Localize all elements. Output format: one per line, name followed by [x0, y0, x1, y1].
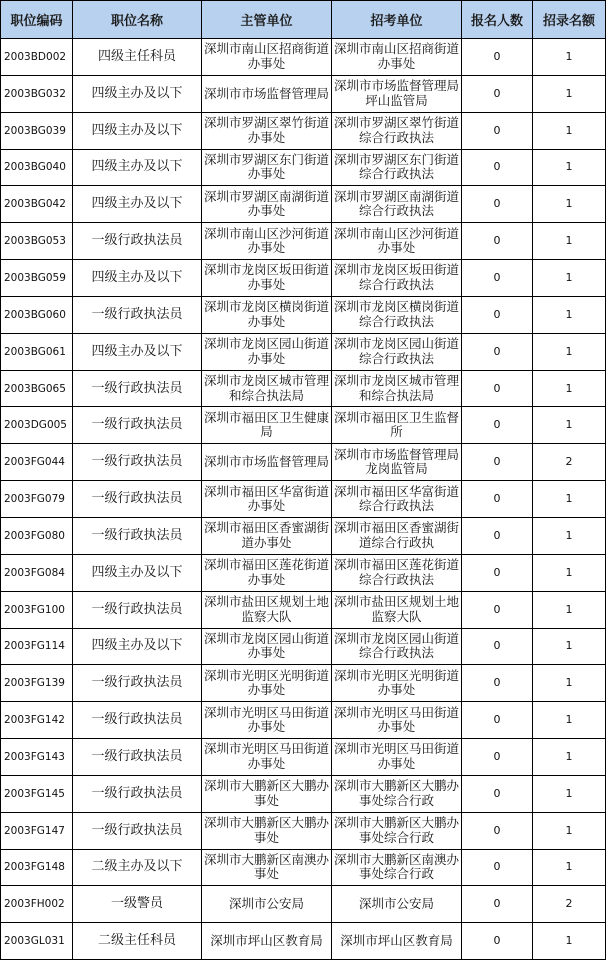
cell-quota: 1 [533, 39, 606, 76]
cell-title: 一级行政执法员 [73, 739, 202, 776]
cell-supervisor: 深圳市大鹏新区大鹏办事处 [202, 775, 332, 812]
cell-supervisor: 深圳市龙岗区城市管理和综合执法局 [202, 370, 332, 407]
cell-applicants: 0 [462, 739, 533, 776]
cell-applicants: 0 [462, 812, 533, 849]
cell-title: 四级主办及以下 [73, 333, 202, 370]
cell-title: 一级行政执法员 [73, 591, 202, 628]
cell-applicants: 0 [462, 591, 533, 628]
cell-supervisor: 深圳市罗湖区东门街道办事处 [202, 149, 332, 186]
cell-supervisor: 深圳市龙岗区坂田街道办事处 [202, 260, 332, 297]
table-row [1, 481, 606, 518]
cell-quota: 1 [533, 554, 606, 591]
cell-supervisor: 深圳市南山区招商街道办事处 [202, 39, 332, 76]
cell-code: 2003BD002 [1, 39, 73, 76]
cell-title: 一级行政执法员 [73, 665, 202, 702]
cell-code: 2003FG139 [1, 665, 73, 702]
table-row [1, 407, 606, 444]
table-row [1, 812, 606, 849]
cell-quota: 1 [533, 296, 606, 333]
cell-supervisor: 深圳市坪山区教育局 [202, 923, 332, 960]
cell-recruiter: 深圳市龙岗区园山街道综合行政执法 [332, 628, 462, 665]
cell-title: 一级行政执法员 [73, 296, 202, 333]
cell-supervisor: 深圳市市场监督管理局 [202, 444, 332, 481]
cell-recruiter: 深圳市福田区香蜜湖街道综合行政执 [332, 517, 462, 554]
cell-title: 一级行政执法员 [73, 223, 202, 260]
cell-supervisor: 深圳市龙岗区园山街道办事处 [202, 333, 332, 370]
cell-recruiter: 深圳市福田区卫生监督所 [332, 407, 462, 444]
table-row [1, 775, 606, 812]
cell-code: 2003FG145 [1, 775, 73, 812]
cell-applicants: 0 [462, 517, 533, 554]
cell-applicants: 0 [462, 481, 533, 518]
cell-title: 一级行政执法员 [73, 812, 202, 849]
cell-applicants: 0 [462, 444, 533, 481]
cell-code: 2003FH002 [1, 886, 73, 923]
table-row [1, 444, 606, 481]
cell-supervisor: 深圳市光明区光明街道办事处 [202, 665, 332, 702]
cell-quota: 1 [533, 407, 606, 444]
cell-code: 2003FG080 [1, 517, 73, 554]
table-row [1, 665, 606, 702]
col-header-quota: 招录名额 [533, 1, 606, 39]
cell-recruiter: 深圳市龙岗区坂田街道综合行政执法 [332, 260, 462, 297]
cell-code: 2003BG053 [1, 223, 73, 260]
table-row [1, 370, 606, 407]
cell-code: 2003BG039 [1, 112, 73, 149]
cell-applicants: 0 [462, 628, 533, 665]
cell-code: 2003BG042 [1, 186, 73, 223]
cell-code: 2003FG114 [1, 628, 73, 665]
cell-applicants: 0 [462, 223, 533, 260]
cell-recruiter: 深圳市市场监督管理局龙岗监管局 [332, 444, 462, 481]
cell-quota: 1 [533, 186, 606, 223]
table-row [1, 333, 606, 370]
cell-recruiter: 深圳市龙岗区城市管理和综合执法局 [332, 370, 462, 407]
cell-code: 2003DG005 [1, 407, 73, 444]
cell-applicants: 0 [462, 886, 533, 923]
cell-quota: 1 [533, 665, 606, 702]
cell-applicants: 0 [462, 702, 533, 739]
cell-applicants: 0 [462, 149, 533, 186]
cell-quota: 2 [533, 886, 606, 923]
cell-quota: 1 [533, 333, 606, 370]
table-row [1, 739, 606, 776]
cell-quota: 1 [533, 112, 606, 149]
table-body [1, 39, 606, 960]
cell-code: 2003FG100 [1, 591, 73, 628]
cell-title: 四级主任科员 [73, 39, 202, 76]
cell-recruiter: 深圳市市场监督管理局坪山监管局 [332, 75, 462, 112]
cell-supervisor: 深圳市龙岗区横岗街道办事处 [202, 296, 332, 333]
table-row [1, 702, 606, 739]
cell-title: 一级警员 [73, 886, 202, 923]
cell-quota: 1 [533, 775, 606, 812]
table-row [1, 39, 606, 76]
table-row [1, 223, 606, 260]
cell-title: 四级主办及以下 [73, 112, 202, 149]
cell-applicants: 0 [462, 554, 533, 591]
cell-applicants: 0 [462, 75, 533, 112]
col-header-supervisor: 主管单位 [202, 1, 332, 39]
cell-quota: 1 [533, 370, 606, 407]
cell-code: 2003GL031 [1, 923, 73, 960]
cell-recruiter: 深圳市南山区招商街道办事处 [332, 39, 462, 76]
cell-supervisor: 深圳市罗湖区南湖街道办事处 [202, 186, 332, 223]
cell-title: 一级行政执法员 [73, 370, 202, 407]
cell-code: 2003FG143 [1, 739, 73, 776]
cell-title: 二级主办及以下 [73, 849, 202, 886]
cell-applicants: 0 [462, 775, 533, 812]
cell-recruiter: 深圳市光明区马田街道办事处 [332, 739, 462, 776]
cell-applicants: 0 [462, 39, 533, 76]
cell-code: 2003BG065 [1, 370, 73, 407]
header-row [1, 1, 606, 39]
cell-supervisor: 深圳市福田区莲花街道办事处 [202, 554, 332, 591]
cell-quota: 1 [533, 702, 606, 739]
table-row [1, 849, 606, 886]
cell-applicants: 0 [462, 849, 533, 886]
cell-applicants: 0 [462, 333, 533, 370]
table-row [1, 260, 606, 297]
cell-title: 四级主办及以下 [73, 260, 202, 297]
cell-quota: 1 [533, 849, 606, 886]
cell-supervisor: 深圳市公安局 [202, 886, 332, 923]
cell-quota: 1 [533, 812, 606, 849]
table-row [1, 628, 606, 665]
table-row [1, 186, 606, 223]
cell-applicants: 0 [462, 296, 533, 333]
table-row [1, 517, 606, 554]
cell-title: 一级行政执法员 [73, 444, 202, 481]
table-row [1, 886, 606, 923]
cell-title: 四级主办及以下 [73, 554, 202, 591]
col-header-code: 职位编码 [1, 1, 73, 39]
cell-supervisor: 深圳市龙岗区园山街道办事处 [202, 628, 332, 665]
cell-recruiter: 深圳市龙岗区横岗街道综合行政执法 [332, 296, 462, 333]
col-header-applicants: 报名人数 [462, 1, 533, 39]
cell-title: 四级主办及以下 [73, 628, 202, 665]
cell-applicants: 0 [462, 112, 533, 149]
table-row [1, 75, 606, 112]
cell-title: 一级行政执法员 [73, 702, 202, 739]
cell-applicants: 0 [462, 665, 533, 702]
cell-code: 2003BG061 [1, 333, 73, 370]
cell-quota: 2 [533, 444, 606, 481]
cell-recruiter: 深圳市罗湖区南湖街道综合行政执法 [332, 186, 462, 223]
cell-code: 2003BG040 [1, 149, 73, 186]
cell-applicants: 0 [462, 260, 533, 297]
cell-title: 一级行政执法员 [73, 481, 202, 518]
cell-recruiter: 深圳市光明区光明街道办事处 [332, 665, 462, 702]
cell-code: 2003BG032 [1, 75, 73, 112]
cell-supervisor: 深圳市罗湖区翠竹街道办事处 [202, 112, 332, 149]
cell-supervisor: 深圳市市场监督管理局 [202, 75, 332, 112]
cell-title: 一级行政执法员 [73, 517, 202, 554]
cell-supervisor: 深圳市光明区马田街道办事处 [202, 739, 332, 776]
cell-supervisor: 深圳市福田区卫生健康局 [202, 407, 332, 444]
table-row [1, 554, 606, 591]
cell-recruiter: 深圳市大鹏新区大鹏办事处综合行政 [332, 812, 462, 849]
cell-quota: 1 [533, 481, 606, 518]
cell-title: 二级主任科员 [73, 923, 202, 960]
table-row [1, 591, 606, 628]
cell-title: 一级行政执法员 [73, 775, 202, 812]
cell-title: 四级主办及以下 [73, 75, 202, 112]
cell-supervisor: 深圳市光明区马田街道办事处 [202, 702, 332, 739]
cell-quota: 1 [533, 260, 606, 297]
cell-quota: 1 [533, 591, 606, 628]
cell-applicants: 0 [462, 370, 533, 407]
cell-recruiter: 深圳市南山区沙河街道办事处 [332, 223, 462, 260]
cell-recruiter: 深圳市大鹏新区大鹏办事处综合行政 [332, 775, 462, 812]
cell-applicants: 0 [462, 186, 533, 223]
cell-recruiter: 深圳市坪山区教育局 [332, 923, 462, 960]
cell-recruiter: 深圳市光明区马田街道办事处 [332, 702, 462, 739]
cell-quota: 1 [533, 75, 606, 112]
table-row [1, 923, 606, 960]
cell-code: 2003FG142 [1, 702, 73, 739]
cell-recruiter: 深圳市福田区莲花街道综合行政执法 [332, 554, 462, 591]
cell-applicants: 0 [462, 407, 533, 444]
cell-title: 四级主办及以下 [73, 186, 202, 223]
cell-recruiter: 深圳市大鹏新区南澳办事处综合行政 [332, 849, 462, 886]
col-header-title: 职位名称 [73, 1, 202, 39]
cell-recruiter: 深圳市龙岗区园山街道综合行政执法 [332, 333, 462, 370]
cell-supervisor: 深圳市盐田区规划土地监察大队 [202, 591, 332, 628]
cell-title: 一级行政执法员 [73, 407, 202, 444]
cell-quota: 1 [533, 628, 606, 665]
cell-code: 2003FG079 [1, 481, 73, 518]
cell-supervisor: 深圳市南山区沙河街道办事处 [202, 223, 332, 260]
cell-supervisor: 深圳市福田区华富街道办事处 [202, 481, 332, 518]
cell-recruiter: 深圳市罗湖区翠竹街道综合行政执法 [332, 112, 462, 149]
table-row [1, 149, 606, 186]
cell-recruiter: 深圳市罗湖区东门街道综合行政执法 [332, 149, 462, 186]
cell-recruiter: 深圳市公安局 [332, 886, 462, 923]
cell-supervisor: 深圳市大鹏新区大鹏办事处 [202, 812, 332, 849]
cell-code: 2003BG059 [1, 260, 73, 297]
cell-quota: 1 [533, 149, 606, 186]
cell-code: 2003FG084 [1, 554, 73, 591]
cell-code: 2003FG147 [1, 812, 73, 849]
cell-quota: 1 [533, 517, 606, 554]
cell-quota: 1 [533, 223, 606, 260]
cell-code: 2003BG060 [1, 296, 73, 333]
cell-quota: 1 [533, 739, 606, 776]
cell-supervisor: 深圳市福田区香蜜湖街道办事处 [202, 517, 332, 554]
col-header-recruiter: 招考单位 [332, 1, 462, 39]
cell-recruiter: 深圳市福田区华富街道综合行政执法 [332, 481, 462, 518]
cell-code: 2003FG148 [1, 849, 73, 886]
table-row [1, 112, 606, 149]
cell-applicants: 0 [462, 923, 533, 960]
table-row [1, 296, 606, 333]
cell-recruiter: 深圳市盐田区规划土地监察大队 [332, 591, 462, 628]
cell-code: 2003FG044 [1, 444, 73, 481]
cell-quota: 1 [533, 923, 606, 960]
cell-supervisor: 深圳市大鹏新区南澳办事处 [202, 849, 332, 886]
cell-title: 四级主办及以下 [73, 149, 202, 186]
